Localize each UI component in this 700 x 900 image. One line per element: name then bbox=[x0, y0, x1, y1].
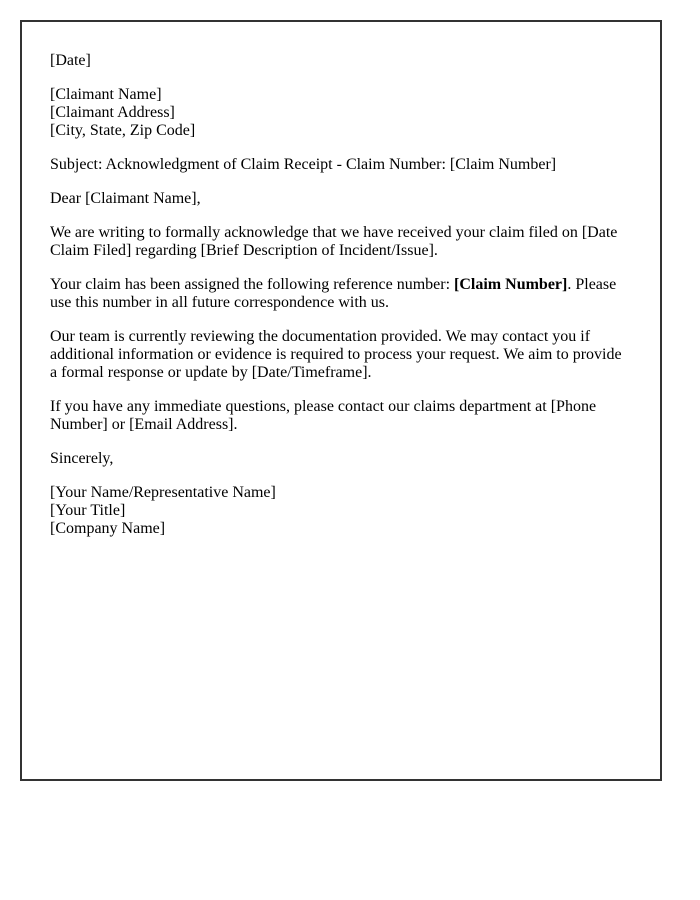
paragraph-contact: If you have any immediate questions, please contact our claims department at [Phone Number] or [Email Address]. bbox=[50, 398, 597, 433]
date-line: [Date] bbox=[50, 52, 91, 69]
subject-line: Subject: Acknowledgment of Claim Receipt - Claim Number: [Claim Number] bbox=[50, 156, 557, 173]
recipient-city-state-zip: [City, State, Zip Code] bbox=[50, 122, 196, 139]
paragraph-reference bbox=[50, 276, 632, 312]
recipient-block bbox=[50, 86, 632, 140]
letter-sheet bbox=[20, 20, 662, 781]
salutation: Dear [Claimant Name], bbox=[50, 190, 201, 207]
signature-company: [Company Name] bbox=[50, 520, 166, 537]
closing: Sincerely, bbox=[50, 450, 114, 467]
reference-text-before: Your claim has been assigned the following reference number: bbox=[50, 276, 455, 293]
paragraph-review: Our team is currently reviewing the documentation provided. We may contact you if additional information or evidence is required to process your request. We aim to provide a formal response or update by [Date/Timeframe]. bbox=[50, 328, 622, 381]
paragraph-acknowledgment: We are writing to formally acknowledge that we have received your claim filed on [Date Claim Filed] regarding [Brief Description of Incident/Issue]. bbox=[50, 224, 618, 259]
recipient-address: [Claimant Address] bbox=[50, 104, 175, 121]
claim-number-bold: [Claim Number] bbox=[454, 276, 568, 293]
recipient-name: [Claimant Name] bbox=[50, 86, 162, 103]
signature-name: [Your Name/Representative Name] bbox=[50, 484, 276, 501]
signature-title: [Your Title] bbox=[50, 502, 126, 519]
signature-block bbox=[50, 484, 632, 538]
reference-text-after: . Please use this number in all future correspondence with us. bbox=[50, 276, 617, 311]
